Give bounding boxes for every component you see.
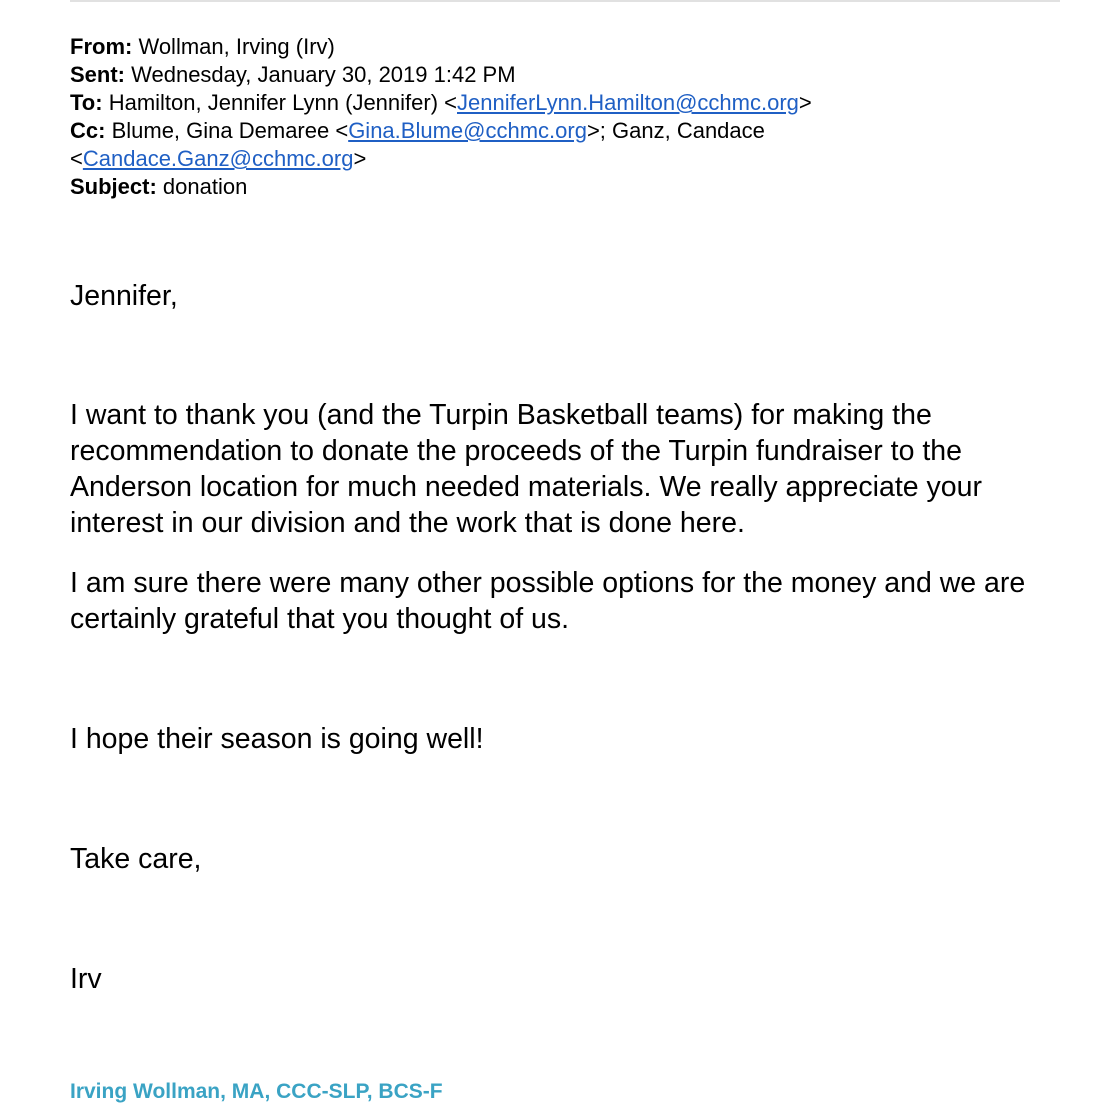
cc-close-2: >	[353, 146, 367, 171]
cc-label: Cc:	[70, 118, 106, 143]
greeting: Jennifer,	[70, 280, 178, 312]
from-row	[70, 33, 1060, 61]
body-paragraph-2: I am sure there were many other possible options for the money and we are certainly grateful that you thought of us.	[70, 567, 1026, 635]
to-label: To:	[70, 90, 103, 115]
from-value: Wollman, Irving (Irv)	[138, 34, 335, 59]
cc-open-2: <	[70, 146, 83, 171]
cc-separator: >; Ganz, Candace	[586, 118, 765, 143]
from-label: From:	[70, 34, 133, 59]
cc-row-continued	[70, 145, 1060, 173]
cc-name-1: Blume, Gina Demaree <	[111, 118, 349, 143]
to-name: Hamilton, Jennifer Lynn (Jennifer) <	[108, 90, 457, 115]
signoff: Irv	[70, 963, 102, 995]
subject-row	[70, 173, 1060, 201]
closing: Take care,	[70, 843, 202, 875]
to-email-link[interactable]: JenniferLynn.Hamilton@cchmc.org	[457, 90, 799, 115]
to-row	[70, 89, 1060, 117]
sent-label: Sent:	[70, 62, 125, 87]
subject-label: Subject:	[70, 174, 157, 199]
email-header	[70, 33, 1060, 201]
sent-value: Wednesday, January 30, 2019 1:42 PM	[131, 62, 516, 87]
to-close: >	[798, 90, 812, 115]
subject-value: donation	[162, 174, 248, 199]
body-paragraph-1: I want to thank you (and the Turpin Basketball teams) for making the recommendation to donate the proceeds of the Turpin fundraiser to the Anderson location for much needed materials. We really appreciate your interest in our division and the work that is done here.	[70, 399, 982, 539]
top-divider	[70, 0, 1060, 2]
cc-row	[70, 117, 1060, 145]
cc-email-link-1[interactable]: Gina.Blume@cchmc.org	[348, 118, 587, 143]
sent-row	[70, 61, 1060, 89]
body-paragraph-3: I hope their season is going well!	[70, 723, 484, 755]
cc-email-link-2[interactable]: Candace.Ganz@cchmc.org	[82, 146, 354, 171]
signature-name: Irving Wollman, MA, CCC-SLP, BCS-F	[70, 1080, 443, 1103]
